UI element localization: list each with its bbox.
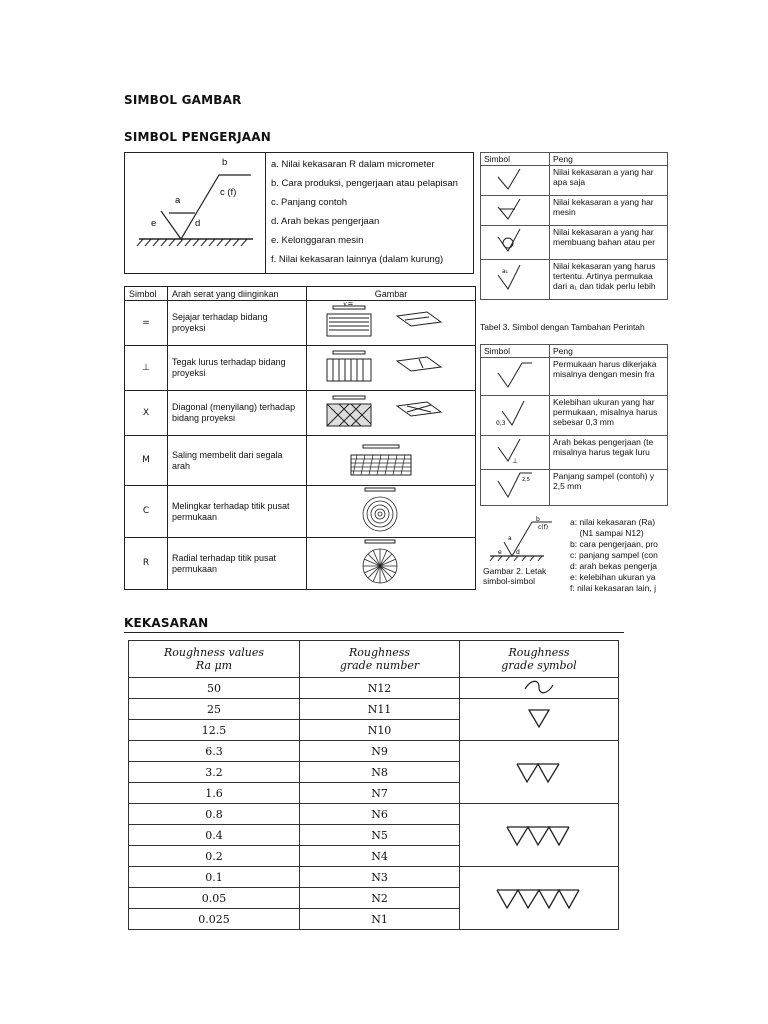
- symbol-cell: [481, 196, 550, 226]
- lay-drawing: [307, 538, 476, 590]
- roughness-value: 0.025: [129, 909, 300, 930]
- legend-item: c. Panjang contoh: [271, 197, 348, 208]
- table-row: [481, 358, 668, 396]
- section-title-roughness: KEKASARAN: [124, 616, 209, 630]
- lay-description: Sejajar terhadap bidang proyeksi: [168, 301, 307, 346]
- four-triangles-icon: [489, 882, 589, 912]
- note-line: d: arah bekas pengerja: [570, 561, 657, 571]
- symbol-cell: [481, 166, 550, 196]
- allowance-roughness-icon: [484, 397, 534, 429]
- svg-text:d: d: [516, 549, 520, 556]
- legend-item: e. Kelonggaran mesin: [271, 235, 364, 246]
- note-line: a: nilai kekasaran (Ra): [570, 517, 656, 527]
- lay-symbol: C: [125, 486, 168, 538]
- grade-symbol-cell: [460, 867, 619, 930]
- roughness-value: 3.2: [129, 762, 300, 783]
- header-line: Roughness: [508, 646, 570, 659]
- radial-lay-icon: [311, 538, 451, 586]
- svg-text:c(f): c(f): [538, 524, 549, 531]
- grade-symbol-cell: [460, 699, 619, 741]
- label-e: e: [151, 218, 157, 229]
- table-row: [129, 741, 619, 762]
- svg-text:e: e: [498, 549, 502, 556]
- label-b: b: [222, 157, 228, 168]
- page-title: SIMBOL GAMBAR: [124, 93, 242, 107]
- table-row: [129, 804, 619, 825]
- lay-symbol: R: [125, 538, 168, 590]
- figure-2-caption: Gambar 2. Letak simbol-simbol: [483, 566, 547, 586]
- lay-description: Tegak lurus terhadap bidang proyeksi: [168, 346, 307, 391]
- roughness-value: 25: [129, 699, 300, 720]
- lay-symbol: X: [125, 391, 168, 436]
- lay-drawing: [307, 436, 476, 486]
- col-header: Simbol: [125, 287, 168, 301]
- description-cell: Nilai kekasaran a yang har membuang bahan atau per: [550, 226, 668, 260]
- roughness-table: [128, 640, 619, 930]
- table-row: [125, 391, 476, 436]
- lay-symbol: =: [125, 301, 168, 346]
- note-line: c: panjang sampel (con: [570, 550, 658, 560]
- basic-roughness-icon: [484, 167, 534, 191]
- table-row: [481, 260, 668, 300]
- note-line: b: cara pengerjaan, pro: [570, 539, 658, 549]
- lay-drawing: [307, 301, 476, 346]
- process-roughness-icon: [484, 359, 534, 391]
- lay-description: Melingkar terhadap titik pusat permukaan: [168, 486, 307, 538]
- roughness-value: 1.6: [129, 783, 300, 804]
- legend-item: b. Cara produksi, pengerjaan atau pelapisan: [271, 178, 458, 189]
- description-cell: Nilai kekasaran a yang har apa saja: [550, 166, 668, 196]
- col-header-values: [129, 641, 300, 678]
- table-row: [129, 699, 619, 720]
- grade-number: N12: [300, 678, 460, 699]
- grade-number: N8: [300, 762, 460, 783]
- multidirectional-lay-icon: [311, 437, 451, 481]
- description-cell: Nilai kekasaran a yang har mesin: [550, 196, 668, 226]
- one-triangle-icon: [519, 705, 559, 731]
- roughness-value: 0.05: [129, 888, 300, 909]
- legend-item: d. Arah bekas pengerjaan: [271, 216, 380, 227]
- lay-drawing: [307, 346, 476, 391]
- grade-number: N3: [300, 867, 460, 888]
- lay-description: Diagonal (menyilang) terhadap bidang proyeksi: [168, 391, 307, 436]
- two-triangles-icon: [509, 756, 569, 786]
- description-cell: Nilai kekasaran yang harus tertentu. Artinya permukaa dari a₁ dan tidak perlu lebih: [550, 260, 668, 300]
- lay-symbol: ⊥: [125, 346, 168, 391]
- table-row: [481, 436, 668, 470]
- col-header: Arah serat yang diinginkan: [168, 287, 307, 301]
- perpendicular-lay-icon: [311, 347, 451, 387]
- lay-direction-roughness-icon: [484, 437, 534, 465]
- circular-lay-icon: [311, 486, 451, 534]
- col-header-grade: [300, 641, 460, 678]
- legend-item: a. Nilai kekasaran R dalam micrometer: [271, 159, 435, 170]
- table-row: [481, 396, 668, 436]
- table-row: [129, 867, 619, 888]
- symbol-position-diagram: [484, 516, 568, 566]
- grade-number: N1: [300, 909, 460, 930]
- col-header: Gambar: [307, 287, 476, 301]
- figure-2-notes: [570, 517, 668, 594]
- symbol-cell: [481, 226, 550, 260]
- no-material-removal-icon: [484, 227, 534, 255]
- roughness-value: 0.2: [129, 846, 300, 867]
- roughness-value: 12.5: [129, 720, 300, 741]
- right-symbol-table-2: [480, 344, 668, 506]
- table-row: [125, 538, 476, 590]
- col-header: Peng: [550, 345, 668, 358]
- roughness-value: 0.8: [129, 804, 300, 825]
- roughness-value: 50: [129, 678, 300, 699]
- svg-text:b: b: [536, 516, 540, 523]
- parallel-lay-icon: [311, 302, 451, 342]
- lay-drawing: [307, 391, 476, 436]
- label-a: a: [175, 195, 181, 206]
- roughness-value: 0.4: [129, 825, 300, 846]
- symbol-legend: [271, 155, 471, 269]
- lay-drawing: [307, 486, 476, 538]
- header-line: grade symbol: [501, 659, 577, 672]
- roughness-value: 0.1: [129, 867, 300, 888]
- svg-text:√=: √=: [343, 301, 354, 308]
- description-cell: Arah bekas pengerjaan (te misalnya harus tegak luru: [550, 436, 668, 470]
- grade-number: N9: [300, 741, 460, 762]
- svg-text:a: a: [508, 535, 512, 542]
- col-header: Simbol: [481, 345, 550, 358]
- description-cell: Panjang sampel (contoh) y 2,5 mm: [550, 470, 668, 506]
- svg-text:0,3: 0,3: [496, 420, 506, 427]
- table-row: [481, 226, 668, 260]
- three-triangles-icon: [499, 819, 579, 849]
- note-line: (N1 sampai N12): [570, 528, 644, 538]
- machining-symbol-box: [124, 152, 474, 274]
- tilde-icon: [519, 679, 559, 695]
- table-row: [125, 486, 476, 538]
- symbol-cell: [481, 260, 550, 300]
- right-symbol-table-1: [480, 152, 668, 300]
- col-header-symbol: [460, 641, 619, 678]
- roughness-value: 6.3: [129, 741, 300, 762]
- grade-number: N10: [300, 720, 460, 741]
- legend-item: f. Nilai kekasaran lainnya (dalam kurung): [271, 254, 444, 265]
- description-cell: Kelebihan ukuran yang har permukaan, misalnya harus sebesar 0,3 mm: [550, 396, 668, 436]
- table-row: [129, 678, 619, 699]
- note-line: e: kelebihan ukuran ya: [570, 572, 656, 582]
- header-line: Ra μm: [195, 659, 233, 672]
- lay-description: Radial terhadap titik pusat permukaan: [168, 538, 307, 590]
- description-cell: Permukaan harus dikerjaka misalnya dengan mesin fra: [550, 358, 668, 396]
- grade-symbol-cell: [460, 678, 619, 699]
- grade-number: N11: [300, 699, 460, 720]
- crossed-lay-icon: [311, 392, 451, 432]
- grade-symbol-cell: [460, 741, 619, 804]
- symbol-cell: [481, 436, 550, 470]
- label-d: d: [195, 218, 201, 229]
- grade-symbol-cell: [460, 804, 619, 867]
- sample-length-roughness-icon: [484, 471, 534, 501]
- label-c: c (f): [220, 187, 237, 198]
- col-header: Simbol: [481, 153, 550, 166]
- grade-number: N7: [300, 783, 460, 804]
- table-row: [125, 436, 476, 486]
- table-row: [481, 196, 668, 226]
- table-row: [125, 346, 476, 391]
- grade-number: N5: [300, 825, 460, 846]
- table-row: [481, 166, 668, 196]
- range-roughness-icon: [484, 261, 534, 293]
- grade-number: N2: [300, 888, 460, 909]
- grade-number: N4: [300, 846, 460, 867]
- divider: [265, 153, 266, 273]
- note-line: f: nilai kekasaran lain, j: [570, 583, 656, 593]
- machined-roughness-icon: [484, 197, 534, 221]
- section-rule: [124, 632, 624, 633]
- machining-symbol-diagram: [125, 153, 265, 273]
- header-line: grade number: [339, 659, 420, 672]
- header-line: Roughness: [349, 646, 410, 659]
- symbol-cell: [481, 358, 550, 396]
- grade-number: N6: [300, 804, 460, 825]
- lay-symbol: M: [125, 436, 168, 486]
- table-3-caption: Tabel 3. Simbol dengan Tambahan Perintah: [480, 322, 645, 332]
- symbol-cell: [481, 470, 550, 506]
- col-header: Peng: [550, 153, 668, 166]
- section-title-machining: SIMBOL PENGERJAAN: [124, 130, 272, 144]
- svg-text:2,5: 2,5: [522, 477, 530, 483]
- table-row: [481, 470, 668, 506]
- header-line: Roughness values: [163, 646, 265, 659]
- lay-direction-table: [124, 286, 476, 590]
- svg-text:⊥: ⊥: [512, 457, 519, 465]
- symbol-cell: [481, 396, 550, 436]
- lay-description: Saling membelit dari segala arah: [168, 436, 307, 486]
- table-row: [125, 301, 476, 346]
- svg-text:a₁: a₁: [502, 268, 509, 275]
